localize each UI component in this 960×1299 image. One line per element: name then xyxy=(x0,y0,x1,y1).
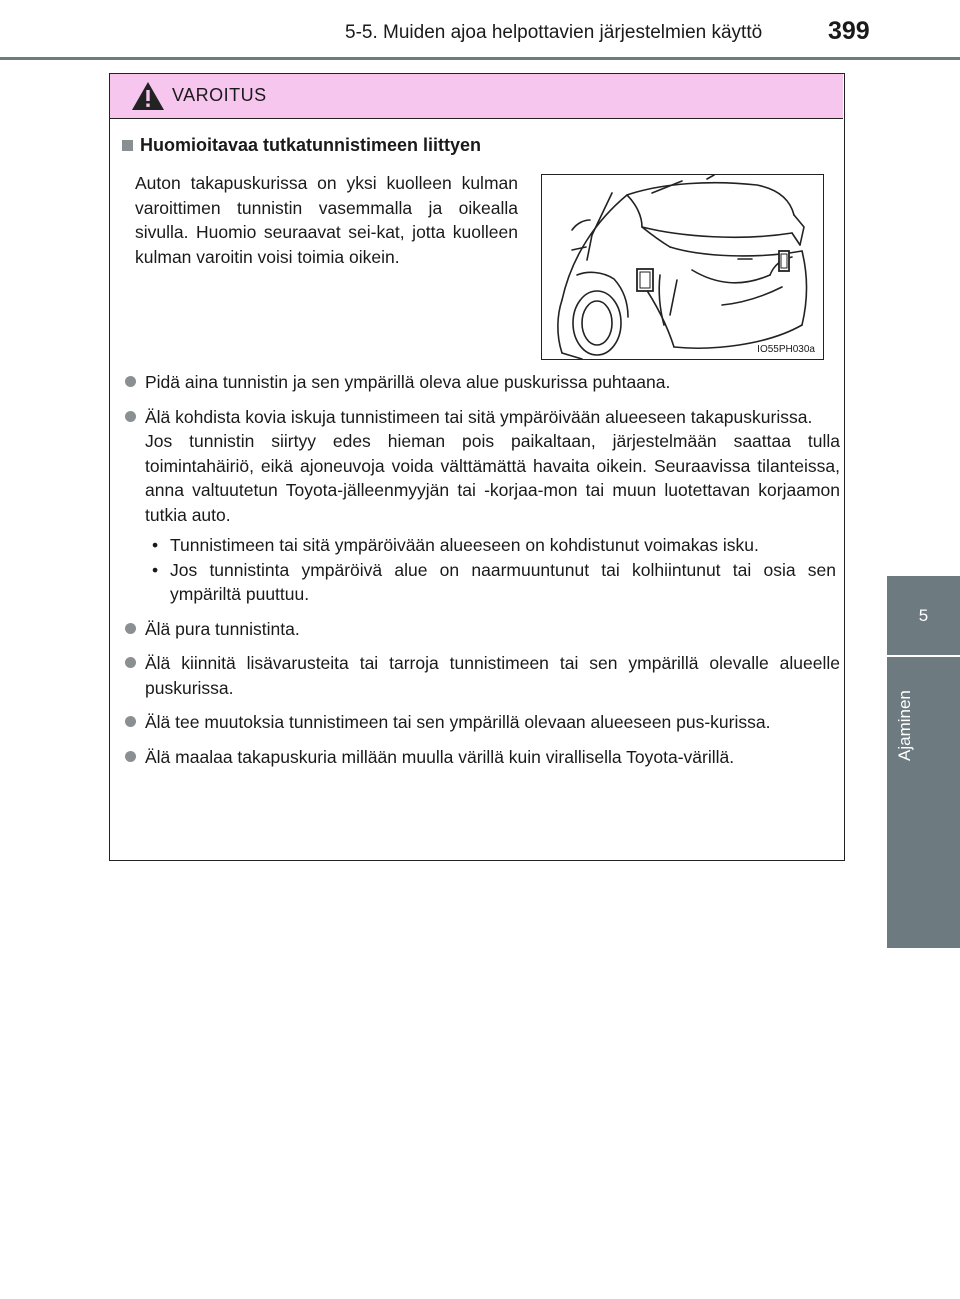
bullet-text: Pidä aina tunnistin ja sen ympärillä oleva alue puskurissa puhtaana. xyxy=(145,372,671,392)
section-heading xyxy=(122,135,481,156)
bullet-text: Älä kohdista kovia iskuja tunnistimeen tai sitä ympäröivään alueeseen takapuskurissa. xyxy=(145,406,813,427)
bullet-item xyxy=(122,651,840,700)
square-bullet-icon xyxy=(122,140,133,151)
round-bullet-icon xyxy=(125,751,136,762)
bullet-text: Älä tee muutoksia tunnistimeen tai sen ympärillä olevaan alueeseen pus-kurissa. xyxy=(145,712,771,732)
figure-caption: IO55PH030a xyxy=(757,344,815,355)
warning-triangle-icon xyxy=(131,81,165,111)
round-bullet-icon xyxy=(125,716,136,727)
bullet-continuation: Jos tunnistin siirtyy edes hieman pois paikaltaan, järjestelmään saattaa tulla toimintahäiriö, eikä ajoneuvoja voida välttämättä havaita oikein. Seuraavissa tilanteissa, anna valtuutetun Toyota-jälleenmyyjän tai -korjaa-mon tai muun luotettavan korjaamon tutkia auto. xyxy=(145,431,840,525)
sub-list xyxy=(122,533,840,607)
bullet-item xyxy=(122,745,840,770)
intro-paragraph: Auton takapuskurissa on yksi kuolleen kulman varoittimen tunnistin vasemmalla ja oikealla sivulla. Huomio seuraavat sei-kat, jotta kuolleen kulman varoitin voisi toimia oikein. xyxy=(135,173,518,267)
car-rear-bumper-illustration xyxy=(541,174,824,360)
sub-bullet-marker: • xyxy=(152,535,159,555)
header-rule xyxy=(0,57,960,60)
chapter-number: 5 xyxy=(918,606,929,625)
header-title: 5-5. Muiden ajoa helpottavien järjestelmien käyttö xyxy=(345,22,763,43)
sub-item xyxy=(147,558,840,607)
warning-bullet-list xyxy=(122,370,840,779)
bullet-item xyxy=(122,617,840,642)
car-rear-illustration-icon xyxy=(542,175,823,359)
page-number: 399 xyxy=(828,17,870,45)
section-heading-text: Huomioitavaa tutkatunnistimeen liittyen xyxy=(140,135,482,155)
round-bullet-icon xyxy=(125,411,136,422)
warning-label: VAROITUS xyxy=(172,85,267,105)
bullet-item xyxy=(122,710,840,735)
bullet-text-block xyxy=(145,405,840,528)
bullet-item xyxy=(122,405,840,528)
side-tab-divider xyxy=(887,655,960,657)
round-bullet-icon xyxy=(125,376,136,387)
sub-item-text: Tunnistimeen tai sitä ympäröivään alueeseen on kohdistunut voimakas isku. xyxy=(170,535,759,555)
chapter-label: Ajaminen xyxy=(895,690,914,762)
warning-box xyxy=(109,73,845,861)
warning-header xyxy=(110,74,843,119)
round-bullet-icon xyxy=(125,623,136,634)
bullet-text: Älä maalaa takapuskuria millään muulla värillä kuin virallisella Toyota-värillä. xyxy=(145,746,735,767)
round-bullet-icon xyxy=(125,657,136,668)
sub-item-text: Jos tunnistinta ympäröivä alue on naarmuuntunut tai kolhiintunut tai osia sen ympäriltä puuttuu. xyxy=(170,559,836,604)
bullet-item xyxy=(122,370,840,395)
bullet-text: Älä kiinnitä lisävarusteita tai tarroja tunnistimeen tai sen ympärillä olevalle alueelle puskurissa. xyxy=(145,653,840,698)
bullet-text: Älä pura tunnistinta. xyxy=(145,618,300,639)
sub-bullet-marker: • xyxy=(152,559,159,580)
sub-item xyxy=(147,533,840,558)
